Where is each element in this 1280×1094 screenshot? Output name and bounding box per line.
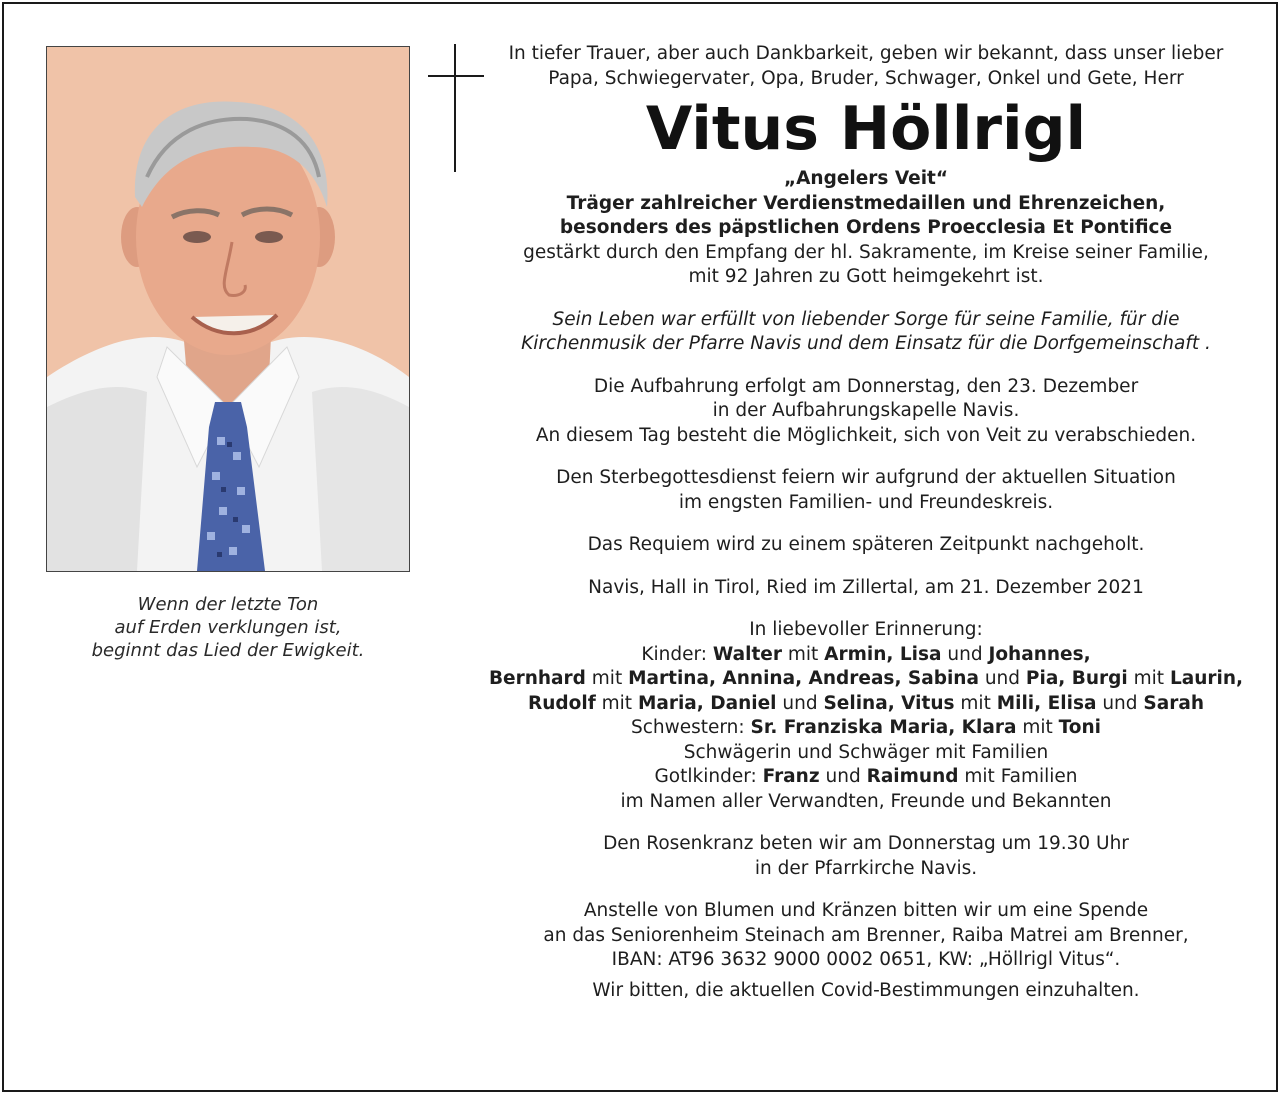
mourner-name: Franz: [762, 766, 820, 787]
mourner-name: Walter: [712, 643, 782, 665]
mourner-connector: Kinder:: [641, 643, 713, 665]
life-line: Sein Leben war erfüllt von liebender Sorge für seine Familie, für die: [552, 308, 1180, 330]
honors: [486, 192, 1246, 241]
service-text: [486, 466, 1246, 515]
mourner-connector: und: [978, 668, 1026, 689]
rosary-line: Den Rosenkranz beten wir am Donnerstag um 19.30 Uhr: [603, 833, 1129, 854]
quote-line: beginnt das Lied der Ewigkeit.: [91, 640, 365, 661]
mourner-connector: und: [776, 692, 824, 714]
mourner-name: Toni: [1058, 717, 1102, 738]
deceased-name: Vitus Höllrigl: [645, 94, 1087, 164]
viewing-line: Die Aufbahrung erfolgt am Donnerstag, den 23. Dezember: [593, 375, 1139, 397]
portrait-illustration: [47, 47, 409, 571]
mourner-connector: und: [819, 766, 867, 787]
memory-heading: In liebevoller Erinnerung:: [749, 619, 983, 640]
quote-line: auf Erden verklungen ist,: [114, 617, 342, 638]
passing-line: gestärkt durch den Empfang der hl. Sakramente, im Kreise seiner Familie,: [523, 241, 1209, 263]
mourner-connector: mit: [954, 692, 997, 714]
mourner-name: Martina, Annina, Andreas, Sabina: [628, 668, 979, 689]
donation-line: Anstelle von Blumen und Kränzen bitten wir um eine Spende: [583, 900, 1149, 921]
rosary-line: in der Pfarrkirche Navis.: [754, 857, 978, 879]
mourner-connector: mit Familien: [958, 766, 1078, 787]
requiem-text: Das Requiem wird zu einem späteren Zeitpunkt nachgeholt.: [587, 534, 1145, 555]
cross-icon: [454, 44, 456, 172]
mourner-connector: Gotlkinder:: [654, 766, 763, 787]
mourner-connector: im Namen aller Verwandten, Freunde und Bekannten: [620, 790, 1112, 812]
mourner-connector: mit: [595, 692, 638, 714]
mourner-name: Sarah: [1143, 692, 1204, 714]
mourner-name: Armin, Lisa: [824, 643, 942, 665]
mourner-connector: und: [1096, 692, 1144, 714]
mourner-line: [486, 716, 1246, 741]
honors-line: besonders des päpstlichen Ordens Proecclesia Et Pontifice: [559, 217, 1173, 238]
mourner-connector: Schwägerin und Schwäger mit Familien: [683, 741, 1049, 763]
cross-icon-bar: [428, 75, 484, 77]
mourner-connector: mit: [1127, 668, 1170, 689]
mourner-name: Rudolf: [528, 692, 596, 714]
intro-line: Papa, Schwiegervater, Opa, Bruder, Schwager, Onkel und Gete, Herr: [548, 67, 1184, 89]
epitaph-quote: [46, 593, 410, 662]
mourner-name: Sr. Franziska Maria, Klara: [750, 717, 1017, 738]
nickname: „Angelers Veit“: [783, 168, 949, 189]
mourner-name: Selina, Vitus: [823, 692, 955, 714]
passing-text: [486, 241, 1246, 290]
obituary-text: [486, 42, 1246, 1003]
mourners-list: [486, 643, 1246, 815]
viewing-text: [486, 375, 1246, 449]
mourner-name: Pia, Burgi: [1025, 668, 1128, 689]
donation-line: an das Seniorenheim Steinach am Brenner, Raiba Matrei am Brenner,: [543, 924, 1189, 946]
mourner-line: [486, 765, 1246, 790]
mourner-connector: und: [941, 643, 989, 665]
mourner-line: [486, 692, 1246, 717]
covid-notice: Wir bitten, die aktuellen Covid-Bestimmungen einzuhalten.: [592, 979, 1140, 1001]
mourner-name: Mili, Elisa: [996, 692, 1097, 714]
mourner-name: Bernhard: [488, 668, 586, 689]
mourner-connector: mit: [585, 668, 629, 689]
mourner-name: Raimund: [866, 766, 959, 787]
service-line: Den Sterbegottesdienst feiern wir aufgrund der aktuellen Situation: [556, 467, 1176, 488]
mourner-line: [486, 643, 1246, 668]
mourner-name: Johannes,: [988, 643, 1091, 665]
passing-line: mit 92 Jahren zu Gott heimgekehrt ist.: [688, 266, 1044, 287]
donation-text: [486, 899, 1246, 973]
life-line: Kirchenmusik der Pfarre Navis und dem Einsatz für die Dorfgemeinschaft .: [521, 333, 1211, 354]
portrait-photo: [46, 46, 410, 572]
life-text: [486, 308, 1246, 357]
viewing-line: in der Aufbahrungskapelle Navis.: [712, 400, 1020, 421]
place-date: Navis, Hall in Tirol, Ried im Zillertal, am 21. Dezember 2021: [588, 576, 1144, 598]
honors-line: Träger zahlreicher Verdienstmedaillen und Ehrenzeichen,: [566, 192, 1166, 214]
mourner-connector: Schwestern:: [630, 717, 751, 738]
donation-line: IBAN: AT96 3632 9000 0002 0651, KW: „Höllrigl Vitus“.: [611, 949, 1121, 970]
mourner-line: [486, 741, 1246, 766]
mourner-line: [486, 667, 1246, 692]
mourner-name: Laurin,: [1169, 668, 1244, 689]
quote-line: Wenn der letzte Ton: [137, 594, 319, 615]
intro-text: [486, 42, 1246, 91]
mourner-connector: mit: [781, 643, 825, 665]
service-line: im engsten Familien- und Freundeskreis.: [678, 491, 1054, 513]
intro-line: In tiefer Trauer, aber auch Dankbarkeit, geben wir bekannt, dass unser lieber: [508, 43, 1224, 64]
mourner-connector: mit: [1016, 717, 1059, 738]
rosary-text: [486, 832, 1246, 881]
viewing-line: An diesem Tag besteht die Möglichkeit, sich von Veit zu verabschieden.: [535, 424, 1197, 446]
mourner-name: Maria, Daniel: [637, 692, 777, 714]
mourner-line: [486, 790, 1246, 815]
